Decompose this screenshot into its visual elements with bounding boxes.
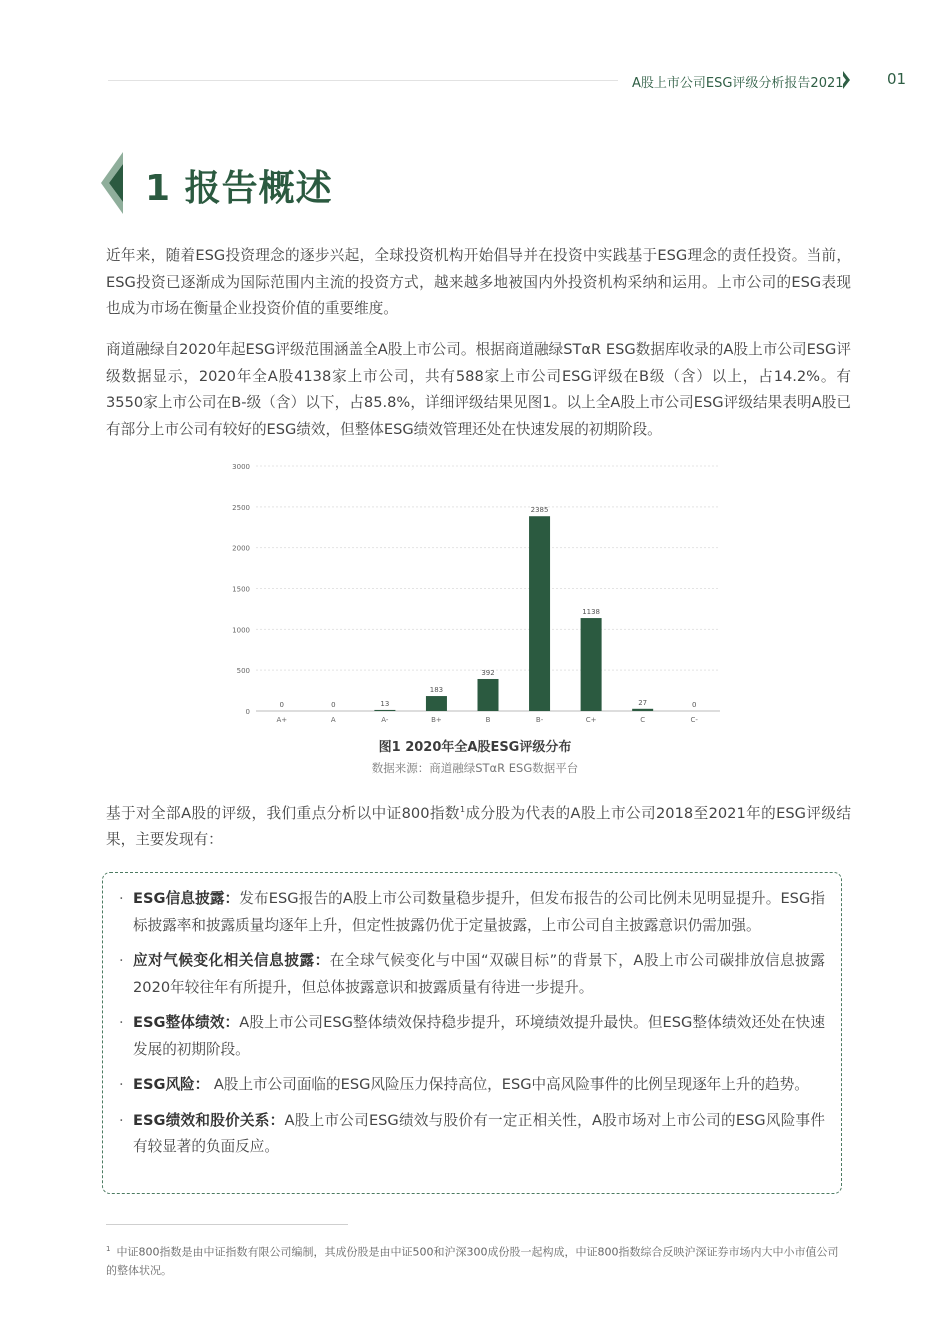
bar-B+ [426,696,447,711]
x-tick-label: B- [535,716,544,724]
x-tick-label: A- [381,716,389,724]
data-label: 0 [279,701,285,709]
y-tick-label: 500 [236,667,250,676]
finding-term: 应对气候变化相关信息披露： [133,952,330,969]
data-label: 13 [380,699,390,708]
finding-text: A股上市公司ESG整体绩效保持稳步提升，环境绩效提升最快。但ESG整体绩效还处在快速发展的初期阶段。 [133,1014,825,1058]
finding-item [119,948,825,1001]
y-tick-label: 3000 [232,463,250,471]
header-rule [108,80,618,81]
data-label: 183 [429,686,444,695]
bar-B [478,679,499,711]
data-label: 1138 [582,608,601,617]
y-tick-label: 1500 [232,585,250,594]
finding-term: ESG整体绩效： [133,1014,240,1031]
x-tick-label: C+ [585,716,597,724]
bar-B- [529,516,550,711]
y-tick-label: 1000 [232,626,250,635]
page-number: 01 [887,70,907,88]
bar-C [632,709,653,711]
finding-item [119,1072,825,1099]
x-tick-label: A [330,716,336,724]
bullet-dot: · [119,1014,124,1031]
chevron-right-icon [841,70,851,90]
findings-list [103,873,841,1161]
footnote-ref: 1 [459,805,466,814]
finding-term: ESG绩效和股价关系： [133,1111,285,1129]
figure-source: 数据来源：商道融绿STαR ESG数据平台 [371,761,579,775]
bar-A- [374,710,395,711]
finding-item [119,1108,825,1161]
finding-text: A股上市公司ESG绩效与股价有一定正相关性，A股市场对上市公司的ESG风险事件有较显著的负面反应。 [133,1111,825,1155]
y-tick-label: 0 [245,708,250,716]
x-tick-label: C- [690,716,698,724]
finding-item [119,886,825,939]
esg-rating-bar-chart [228,458,728,730]
data-label: 27 [638,698,648,707]
x-tick-label: C [640,716,646,724]
footnote-marker: 1 [106,1245,111,1253]
finding-term: ESG信息披露： [133,890,240,907]
data-label: 0 [331,701,336,709]
figure-caption: 图1 2020年全A股ESG评级分布 [378,740,572,755]
y-tick-label: 2000 [232,544,250,553]
key-findings-box [102,872,842,1194]
data-label: 2385 [530,506,549,515]
analysis-text-after: 成分股为代表的A股上市公司2018至2021年的ESG评级结果，主要发现有： [106,804,852,849]
bullet-dot: · [119,1111,124,1129]
bullet-dot: · [119,1076,124,1093]
footnote-text: 中证800指数是由中证指数有限公司编制，其成份股是由中证500和沪深300成份股一起构成，中证800指数综合反映沪深证券市场内大中小市值公司的整体状况。 [106,1245,839,1277]
finding-text: 发布ESG报告的A股上市公司数量稳步提升，但发布报告的公司比例未见明显提升。ESG指标披露率和披露质量均逐年上升，但定性披露仍优于定量披露，上市公司自主披露意识仍需加强。 [133,890,825,934]
section-title: 1 报告概述 [145,168,333,209]
finding-item [119,1010,825,1063]
data-label: 0 [691,701,697,709]
rating-paragraph: 商道融绿自2020年起ESG评级范围涵盖全A股上市公司。根据商道融绿STαR ESG数据库收录的A股上市公司ESG评级数据显示，2020年全A股4138家上市公司，共有588家上市公司ESG评级在B级（含）以上，占14.2%。有3550家上市公司在B-级（含）以下，占85.8%，详细评级结果见图1。以上全A股上市公司ESG评级结果表明A股已有部分上市公司有较好的ESG绩效，但整体ESG绩效管理还处在快速发展的初期阶段。 [106,341,851,438]
finding-term: ESG风险： [133,1076,210,1093]
data-label: 392 [481,668,495,677]
finding-text: A股上市公司面临的ESG风险压力保持高位，ESG中高风险事件的比例呈现逐年上升的趋势。 [209,1076,809,1093]
analysis-text-before: 基于对全部A股的评级，我们重点分析以中证800指数 [106,804,460,822]
analysis-paragraph [106,797,851,854]
footnote-rule [106,1224,348,1225]
finding-text: 在全球气候变化与中国“双碳目标”的背景下，A股上市公司碳排放信息披露2020年较往年有所提升，但总体披露意识和披露质量有待进一步提升。 [133,952,825,996]
x-tick-label: B [485,716,491,724]
header-title: A股上市公司ESG评级分析报告2021 [632,76,844,91]
section-marker-icon [101,152,127,214]
x-tick-label: A+ [276,716,288,724]
intro-paragraph: 近年来，随着ESG投资理念的逐步兴起，全球投资机构开始倡导并在投资中实践基于ESG理念的责任投资。当前，ESG投资已逐渐成为国际范围内主流的投资方式，越来越多地被国内外投资机构采纳和运用。上市公司的ESG表现也成为市场在衡量企业投资价值的重要维度。 [106,247,851,317]
bullet-dot: · [119,952,124,969]
bullet-dot: · [119,890,124,907]
bar-C+ [581,618,602,711]
footnote [106,1240,846,1280]
x-tick-label: B+ [431,716,442,724]
y-tick-label: 2500 [232,503,250,512]
